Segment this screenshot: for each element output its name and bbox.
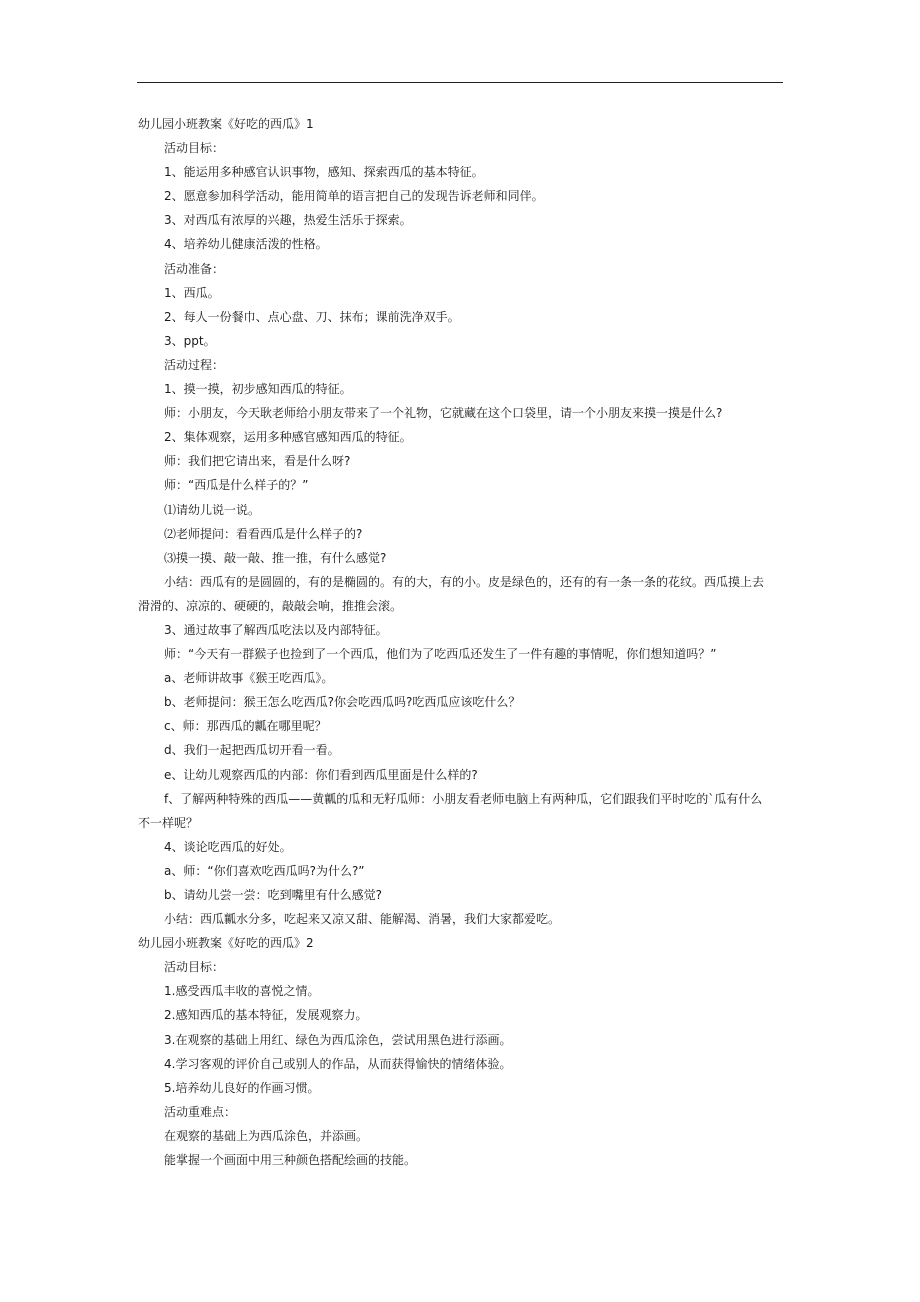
document-line: 小结：西瓜瓤水分多，吃起来又凉又甜、能解渴、消暑，我们大家都爱吃。 (164, 912, 561, 927)
document-line: 师：“今天有一群猴子也捡到了一个西瓜，他们为了吃西瓜还发生了一件有趣的事情呢，你们想知道吗？” (164, 647, 717, 662)
document-line: 师：“西瓜是什么样子的？” (164, 478, 309, 493)
document-line: 活动目标： (164, 141, 225, 156)
document-line: 师：小朋友，今天耿老师给小朋友带来了一个礼物，它就藏在这个口袋里，请一个小朋友来摸一摸是什么? (164, 406, 723, 421)
document-line: 2、集体观察，运用多种感官感知西瓜的特征。 (164, 430, 412, 445)
document-line: 1、能运用多种感官认识事物，感知、探索西瓜的基本特征。 (164, 165, 484, 180)
document-line: 能掌握一个画面中用三种颜色搭配绘画的技能。 (164, 1153, 417, 1168)
document-line: 2.感知西瓜的基本特征，发展观察力。 (164, 1008, 368, 1023)
document-line: 小结：西瓜有的是圆圆的，有的是椭圆的。有的大，有的小。皮是绿色的，还有的有一条一条的花纹。西瓜摸上去 (164, 574, 765, 589)
document-line: 幼儿园小班教案《好吃的西瓜》2 (138, 936, 314, 951)
document-line: 4.学习客观的评价自己或别人的作品，从而获得愉快的情绪体验。 (164, 1056, 512, 1071)
document-line: 滑滑的、凉凉的、硬硬的，敲敲会响，推推会滚。 (138, 598, 403, 613)
document-line: a、师：“你们喜欢吃西瓜吗?为什么?” (164, 863, 365, 878)
document-line: 活动重难点： (164, 1104, 237, 1119)
document-line: 4、培养幼儿健康活泼的性格。 (164, 237, 328, 252)
document-line: 3、对西瓜有浓厚的兴趣，热爱生活乐于探索。 (164, 213, 412, 228)
document-line: 1、摸一摸，初步感知西瓜的特征。 (164, 382, 352, 397)
document-line: 3.在观察的基础上用红、绿色为西瓜涂色，尝试用黑色进行添画。 (164, 1032, 512, 1047)
document-body (138, 112, 786, 1172)
document-line: f、了解两种特殊的西瓜——黄瓤的瓜和无籽瓜师：小朋友看老师电脑上有两种瓜，它们跟我们平时吃的`瓜有什么 (164, 791, 763, 806)
document-line: 5.培养幼儿良好的作画习惯。 (164, 1080, 320, 1095)
document-line: 3、ppt。 (164, 333, 216, 348)
document-line: 在观察的基础上为西瓜涂色，并添画。 (164, 1128, 369, 1143)
document-line: 2、每人一份餐巾、点心盘、刀、抹布；课前洗净双手。 (164, 309, 460, 324)
document-line: 师：我们把它请出来，看是什么呀? (164, 454, 351, 469)
document-line: 1、西瓜。 (164, 285, 220, 300)
document-line: 1.感受西瓜丰收的喜悦之情。 (164, 984, 320, 999)
document-line: 3、通过故事了解西瓜吃法以及内部特征。 (164, 622, 388, 637)
document-line: b、老师提问：猴王怎么吃西瓜?你会吃西瓜吗?吃西瓜应该吃什么？ (164, 695, 521, 710)
document-line: 不一样呢？ (138, 815, 199, 830)
document-line: 活动准备： (164, 261, 225, 276)
header-rule (137, 82, 783, 83)
document-line: a、老师讲故事《猴王吃西瓜》。 (164, 671, 334, 686)
document-line: b、请幼儿尝一尝：吃到嘴里有什么感觉? (164, 888, 382, 902)
document-line: ⑴请幼儿说一说。 (164, 502, 261, 517)
document-line: 4、谈论吃西瓜的好处。 (164, 839, 292, 854)
document-line: ⑶摸一摸、敲一敲、推一推，有什么感觉? (164, 550, 387, 565)
document-line: c、师：那西瓜的瓤在哪里呢？ (164, 719, 327, 734)
document-line: 活动过程： (164, 357, 225, 372)
document-line: ⑵老师提问：看看西瓜是什么样子的? (164, 526, 363, 541)
document-line: d、我们一起把西瓜切开看一看。 (164, 743, 340, 758)
document-line: e、让幼儿观察西瓜的内部：你们看到西瓜里面是什么样的? (164, 767, 478, 782)
document-line: 活动目标： (164, 960, 225, 975)
document-line: 幼儿园小班教案《好吃的西瓜》1 (138, 117, 314, 131)
document-line: 2、愿意参加科学活动，能用简单的语言把自己的发现告诉老师和同伴。 (164, 189, 544, 204)
